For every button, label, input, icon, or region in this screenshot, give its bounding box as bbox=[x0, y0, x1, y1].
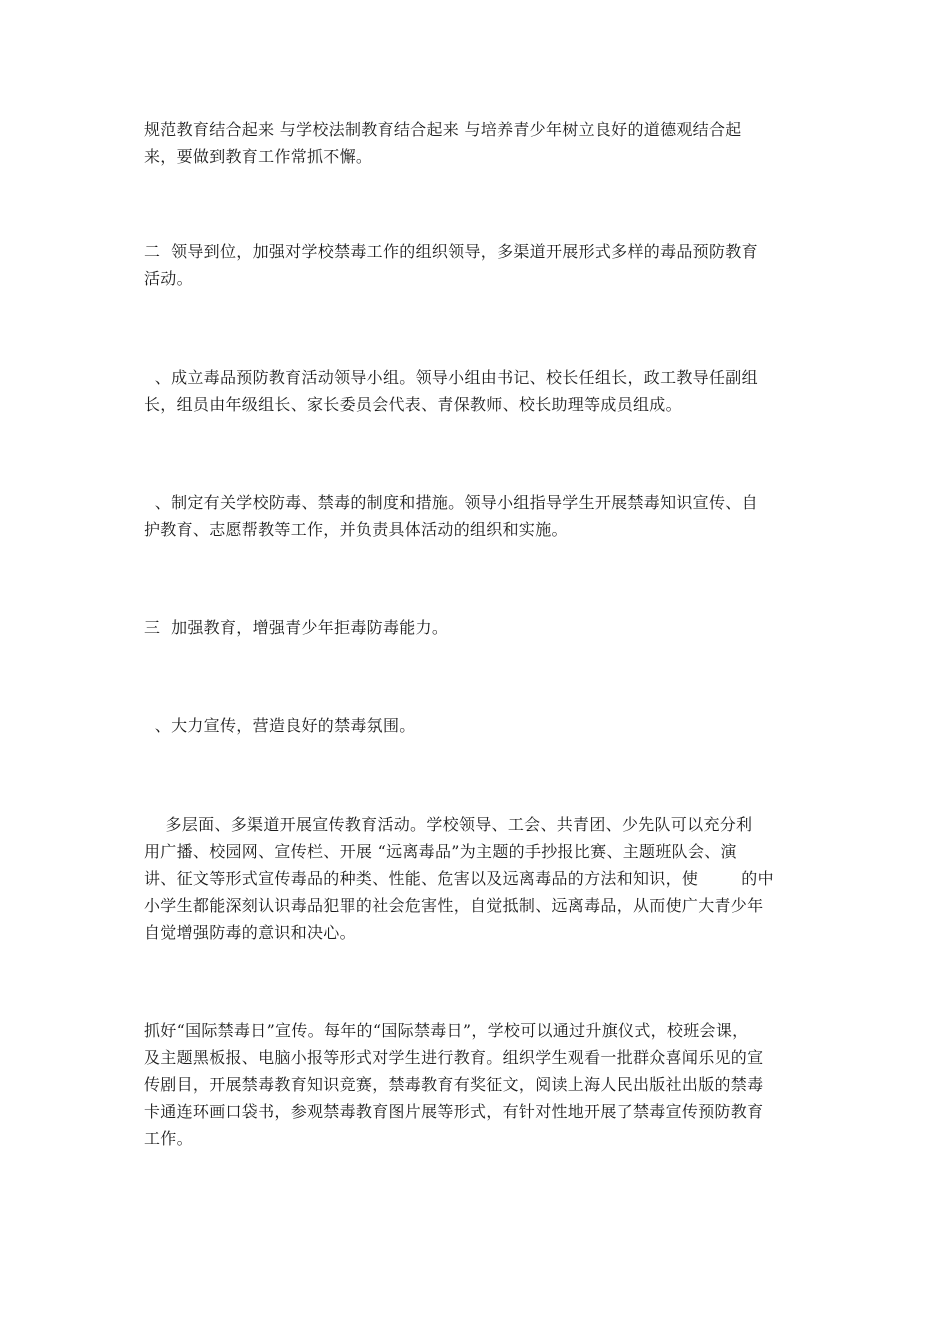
paragraph-6-line-1: 、大力宣传，营造良好的禁毒氛围。 bbox=[144, 716, 416, 735]
paragraph-8-line-5: 工作。 bbox=[144, 1129, 193, 1148]
paragraph-8-line-1: 抓好“国际禁毒日”宣传。每年的“国际禁毒日”，学校可以通过升旗仪式，校班会课， bbox=[144, 1021, 749, 1040]
paragraph-3-line-1: 、成立毒品预防教育活动领导小组。领导小组由书记、校长任组长，政工教导任副组 bbox=[144, 368, 758, 387]
paragraph-8-line-2: 及主题黑板报、电脑小报等形式对学生进行教育。组织学生观看一批群众喜闻乐见的宣 bbox=[144, 1048, 764, 1067]
paragraph-1-line-1: 规范教育结合起来 与学校法制教育结合起来 与培养青少年树立良好的道德观结合起 bbox=[144, 120, 742, 139]
paragraph-3-line-2: 长，组员由年级组长、家长委员会代表、青保教师、校长助理等成员组成。 bbox=[144, 395, 682, 414]
section-heading-3: 三 加强教育，增强青少年拒毒防毒能力。 bbox=[144, 618, 449, 637]
paragraph-7-line-1: 多层面、多渠道开展宣传教育活动。学校领导、工会、共青团、少先队可以充分利 bbox=[144, 815, 753, 834]
section-heading-2-line-1: 二 领导到位，加强对学校禁毒工作的组织领导，多渠道开展形式多样的毒品预防教育 bbox=[144, 242, 758, 261]
paragraph-8-line-4: 卡通连环画口袋书，参观禁毒教育图片展等形式，有针对性地开展了禁毒宣传预防教育 bbox=[144, 1102, 764, 1121]
paragraph-7-line-4: 小学生都能深刻认识毒品犯罪的社会危害性，自觉抵制、远离毒品，从而使广大青少年 bbox=[144, 896, 764, 915]
paragraph-7-line-2: 用广播、校园网、宣传栏、开展 “远离毒品”为主题的手抄报比赛、主题班队会、演 bbox=[144, 842, 737, 861]
paragraph-1-line-2: 来，要做到教育工作常抓不懈。 bbox=[144, 147, 373, 166]
paragraph-4-line-1: 、制定有关学校防毒、禁毒的制度和措施。领导小组指导学生开展禁毒知识宣传、自 bbox=[144, 493, 758, 512]
paragraph-7-line-3: 讲、征文等形式宣传毒品的种类、性能、危害以及远离毒品的方法和知识，使 的中 bbox=[144, 869, 774, 888]
paragraph-7-line-5: 自觉增强防毒的意识和决心。 bbox=[144, 923, 356, 942]
paragraph-4-line-2: 护教育、志愿帮教等工作，并负责具体活动的组织和实施。 bbox=[144, 520, 568, 539]
paragraph-8-line-3: 传剧目，开展禁毒教育知识竞赛，禁毒教育有奖征文，阅读上海人民出版社出版的禁毒 bbox=[144, 1075, 764, 1094]
section-heading-2-line-2: 活动。 bbox=[144, 269, 193, 288]
